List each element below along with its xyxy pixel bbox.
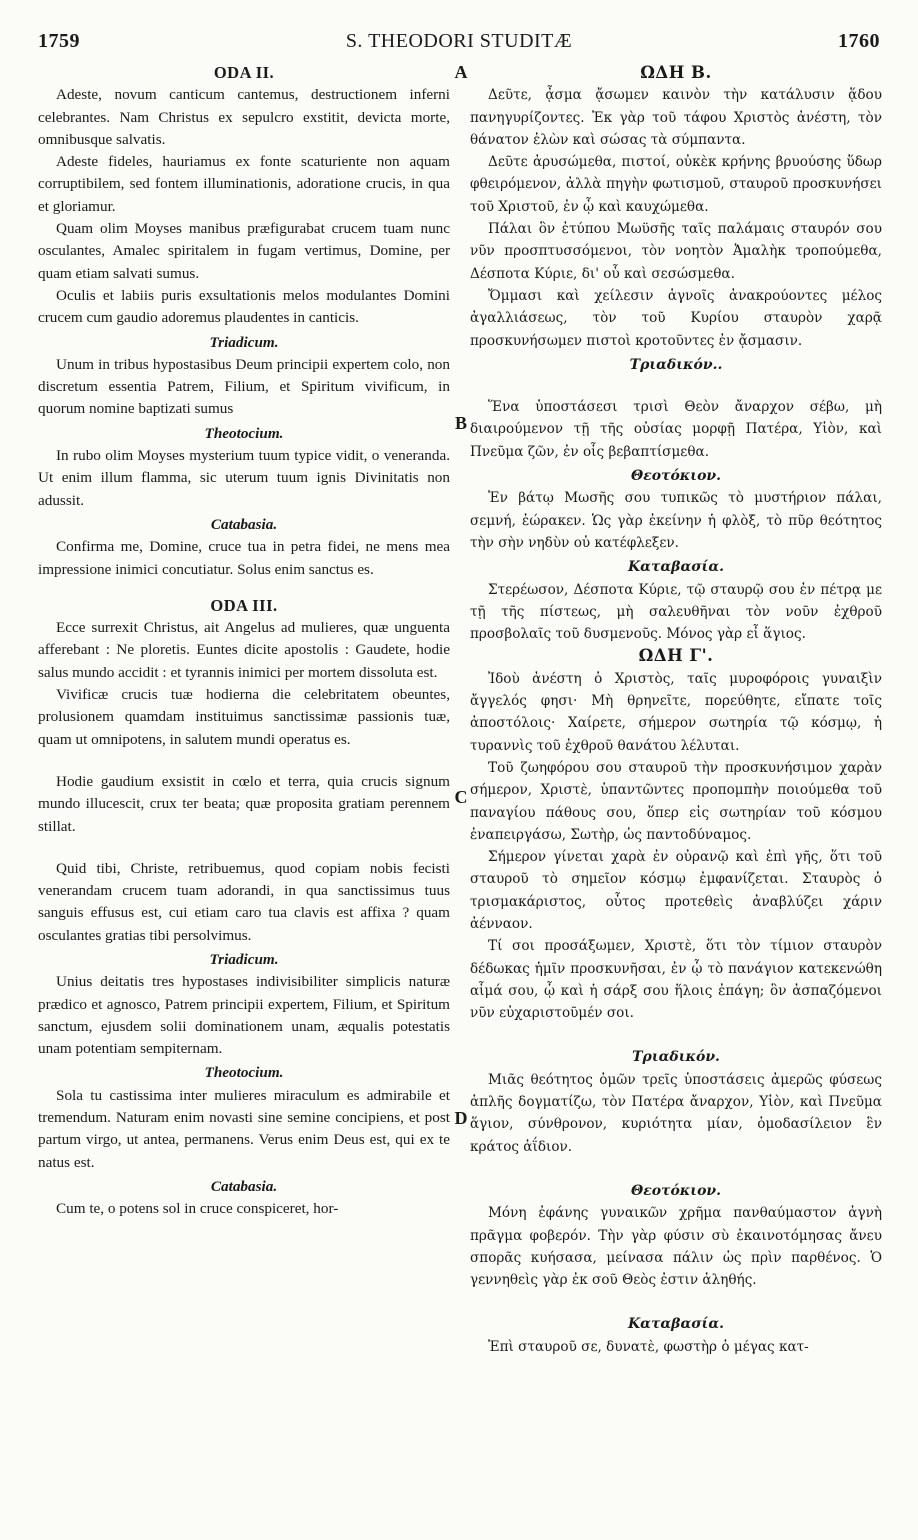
margin-mark-d: D (454, 1108, 468, 1128)
text-paragraph: Τί σοι προσάξωμεν, Χριστὲ, ὅτι τὸν τίμιον σταυρὸν δέδωκας ἡμῖν προσκυνῆσαι, ἐν ᾧ τὸ πανάγιον κατεκενώθη αἷμά σου, ᾧ καὶ ἡ σάρξ σου ἥλοις ἐπάγη; ὃν ἀσπαζόμενοι νῦν εὐχαριστοῦμέν σοι. (470, 938, 882, 1022)
text-paragraph: Δεῦτε ἀρυσώμεθα, πιστοί, οὐκὲκ κρήνης βρυούσης ὕδωρ φθειρόμενον, ἀλλὰ πηγὴν φωτισμοῦ, σταυροῦ προσκυνήσει τοῦ Χριστοῦ, ἐν ᾧ καὶ καυχώμεθα. (470, 154, 882, 215)
section-subheading: Triadicum. (209, 333, 279, 351)
text-paragraph: Τοῦ ζωηφόρου σου σταυροῦ τὴν προσκυνήσιμον χαρὰν σήμερον, Χριστὲ, ὑπαντῶντες προπομπὴν ποιούμεθα τοῦ παναγίου πάθους σου, ὅπερ εἰς σωτηρίαν τοῦ κόσμου ἐναπειργάσω, Σωτὴρ, ὡς παντοδύναμος. (470, 759, 882, 843)
text-paragraph: Sola tu castissima inter mulieres miraculum es admirabile et tremendum. Naturam enim novasti sine semine concipiens, et post partum virgo, ut antea, permanens. Verus enim Deus est, qui ex te natus est. (38, 1086, 450, 1171)
text-paragraph: Ἐν βάτῳ Μωσῆς σου τυπικῶς τὸ μυστήριον πάλαι, σεμνή, ἑώρακεν. Ὡς γὰρ ἐκείνην ἡ φλὸξ, τὸ πῦρ θεότητος τὴν σὴν νηδὺν οὐ κατέφλεξεν. (470, 490, 882, 551)
text-paragraph: Ecce surrexit Christus, ait Angelus ad mulieres, quæ unguenta afferebant : Ne ploretis. Euntes dicite apostolis : Gaudete, hodie salus mundo accidit : et tyrannis inimici per mortem dissoluta est. (38, 619, 450, 681)
spacer (38, 751, 450, 771)
margin-mark-b: B (454, 413, 467, 433)
running-title: S. THEODORI STUDITÆ (345, 30, 573, 52)
text-paragraph: Unum in tribus hypostasibus Deum principii expertem colo, non discretum essentia Patrem, Filium, et Spiritum vivificum, in quorum nomine baptizati sumus (38, 355, 450, 418)
text-paragraph: In rubo olim Moyses mysterium tuum typice vidit, o veneranda. Ut enim illum flamma, sic uterum tuum ignis Divinitatis non adussit. (38, 447, 450, 509)
margin-mark-c: C (454, 787, 468, 807)
section-subheading: Τριαδικόν.. (629, 356, 723, 373)
section-subheading: Theotocium. (204, 1064, 284, 1082)
section-subheading: Τριαδικόν. (632, 1049, 720, 1066)
text-paragraph: Quid tibi, Christe, retribuemus, quod copiam nobis fecisti venerandam crucem tuam adorandi, in qua sanctissimus tuus sanguis effusus est, cui etiam caro tua clavis est affixa ? quam osculantes gratias tibi persolvimus. (38, 859, 450, 944)
latin-column (38, 62, 450, 1532)
text-paragraph: Μιᾶς θεότητος ὁμῶν τρεῖς ὑποστάσεις ἀμερῶς φύσεως ἁπλῆς δογματίζω, τὸν Πατέρα ἄναρχον, Υἱὸν, καὶ Πνεῦμα ἅγιον, σύνθρονον, κυριότητα μίαν, ὁμοδασίλειον ἓν κράτος ἀΐδιον. (470, 1071, 882, 1155)
text-paragraph: Vivificæ crucis tuæ hodierna die celebritatem obeuntes, prolusionem quamdam instituimus sanctissimæ passionis tuæ, quam ut omnipotens, in salutem mundi operatus es. (38, 686, 450, 748)
section-subheading: Καταβασία. (628, 1316, 724, 1333)
ode-heading: ODA II. (213, 63, 275, 82)
text-paragraph: Πάλαι ὃν ἐτύπου Μωϋσῆς ταῖς παλάμαις σταυρόν σου νῦν προσπτυσσόμενοι, τὸν νοητὸν Ἀμαλὴκ τροπούμεθα, Δέσποτα Κύριε, δι' οὗ καὶ σεσώσμεθα. (470, 221, 882, 282)
section-subheading: Triadicum. (209, 950, 279, 968)
page-number-left: 1759 (38, 30, 80, 52)
spacer (470, 376, 882, 396)
text-paragraph: Confirma me, Domine, cruce tua in petra fidei, ne mens mea impressione inimici concutiatur. Solus enim sanctus es. (38, 538, 450, 578)
text-paragraph: Cum te, o potens sol in cruce conspiceret, hor- (56, 1200, 339, 1218)
text-paragraph: Oculis et labiis puris exsultationis melos modulantes Domini crucem cum gaudio adoremus plaudentes in canticis. (38, 286, 450, 327)
page-number-right: 1760 (838, 30, 880, 52)
section-subheading: Catabasia. (210, 1177, 278, 1195)
text-paragraph: Σήμερον γίνεται χαρὰ ἐν οὐρανῷ καὶ ἐπὶ γῆς, ὅτι τοῦ σταυροῦ τὸ σημεῖον κόσμῳ ἐμφανίζεται. Σταυρὸς ὁ τρισμακάριστος, οὗτος προτεθεὶς ἀναβλύζει χάριν ἀένναον. (470, 849, 882, 932)
text-paragraph: Ὄμμασι καὶ χείλεσιν ἁγνοῖς ἀνακρούοντες μέλος ἀγαλλιάσεως, τὸν τοῦ Κυρίου σταυρὸν χαρᾷ προσκυνήσωμεν πιστοὶ κροτοῦντες ἐν ᾄσμασιν. (470, 287, 882, 349)
margin-mark-a: A (454, 62, 468, 82)
ode-heading: ΩΔΗ Β. (640, 63, 712, 82)
spacer (38, 838, 450, 858)
spacer (470, 1291, 882, 1311)
text-paragraph: Στερέωσον, Δέσποτα Κύριε, τῷ σταυρῷ σου ἐν πέτρᾳ με τῇ τῆς πίστεως, μὴ σαλευθῆναι τὸν νοῦν ἐχθροῦ προσβολαῖς τοῦ δυσμενοῦς. Μόνος γὰρ εἶ ἅγιος. (470, 581, 882, 643)
text-paragraph: Adeste fideles, hauriamus ex fonte scaturiente non aquam corruptibilem, sed fontem illuminationis, adoratione crucis, in qua et gloriamur. (38, 153, 450, 215)
section-subheading: Θεοτόκιον. (631, 1182, 721, 1199)
spacer (38, 581, 450, 595)
spacer (470, 1158, 882, 1178)
text-paragraph: Hodie gaudium exsistit in cœlo et terra, quia crucis signum mundo illucescit, crux ter beata; quæ proposita gratiam perennem stillat. (38, 772, 450, 835)
section-subheading: Theotocium. (204, 424, 284, 442)
text-paragraph: Δεῦτε, ᾆσμα ᾄσωμεν καινὸν τὴν κατάλυσιν ᾅδου πανηγυρίζοντες. Ἐκ γὰρ τοῦ τάφου Χριστὸς ἀνέστη, τὸν θάνατον ἑλὼν καὶ σώσας τὰ σύμπαντα. (470, 87, 882, 148)
greek-column (470, 62, 882, 1532)
ode-heading: ΩΔΗ Γ'. (638, 646, 714, 666)
page-header (38, 30, 880, 56)
text-paragraph: Μόνη ἐφάνης γυναικῶν χρῆμα πανθαύμαστον ἁγνὴ πρᾶγμα φοβερόν. Τὴν γὰρ φύσιν σὺ ἐκαινοτόμησας ἄνευ σπορᾶς κυήσασα, μείνασα πάλιν ὡς πρὶν παρθένος. Ὁ γεννηθεὶς γὰρ ἐκ σοῦ Θεὸς ἐστιν ἀληθής. (470, 1205, 882, 1289)
ode-heading: ODA III. (210, 595, 278, 615)
text-paragraph: Ἐπὶ σταυροῦ σε, δυνατὲ, φωστὴρ ὁ μέγας κατ- (488, 1338, 809, 1355)
spacer (470, 1024, 882, 1044)
text-paragraph: Adeste, novum canticum cantemus, destructionem inferni celebrantes. Nam Christus ex sepulcro exstitit, devicta morte, omnibusque salvatis. (38, 86, 450, 148)
text-paragraph: Ἰδοὺ ἀνέστη ὁ Χριστὸς, ταῖς μυροφόροις γυναιξὶν ἄγγελός φησι· Μὴ θρηνεῖτε, πορεύθητε, εἴπατε τοῖς ἀποστόλοις· Χαίρετε, σήμερον σωτηρία τῷ κόσμῳ, ἡ τυραννὶς τοῦ ἐχθροῦ θανάτου λέλυται. (470, 670, 882, 754)
section-subheading: Καταβασία. (628, 559, 724, 576)
text-paragraph: Quam olim Moyses manibus præfigurabat crucem tuam nunc osculantes, Amalec spiritalem in fugam vertimus, Domine, per quam etiam salvati sumus. (38, 220, 450, 282)
section-subheading: Θεοτόκιον. (631, 468, 721, 485)
section-subheading: Catabasia. (210, 515, 278, 533)
text-paragraph: Ἕνα ὑποστάσεσι τρισὶ Θεὸν ἄναρχον σέβω, μὴ διαιρούμενον τῇ τῆς οὐσίας μορφῇ Πατέρα, Υἱὸν, καὶ Πνεῦμα ζῶν, ἐν οἷς βεβαπτίσμεθα. (470, 399, 882, 460)
text-paragraph: Unius deitatis tres hypostases indivisibiliter simplicis naturæ prædico et agnosco, Patrem principii expertem, Filium, et Spiritum sanctum, ejusdem solii dominationem unam, æqualis potestatis unam potentiam sempiternam. (38, 973, 450, 1058)
